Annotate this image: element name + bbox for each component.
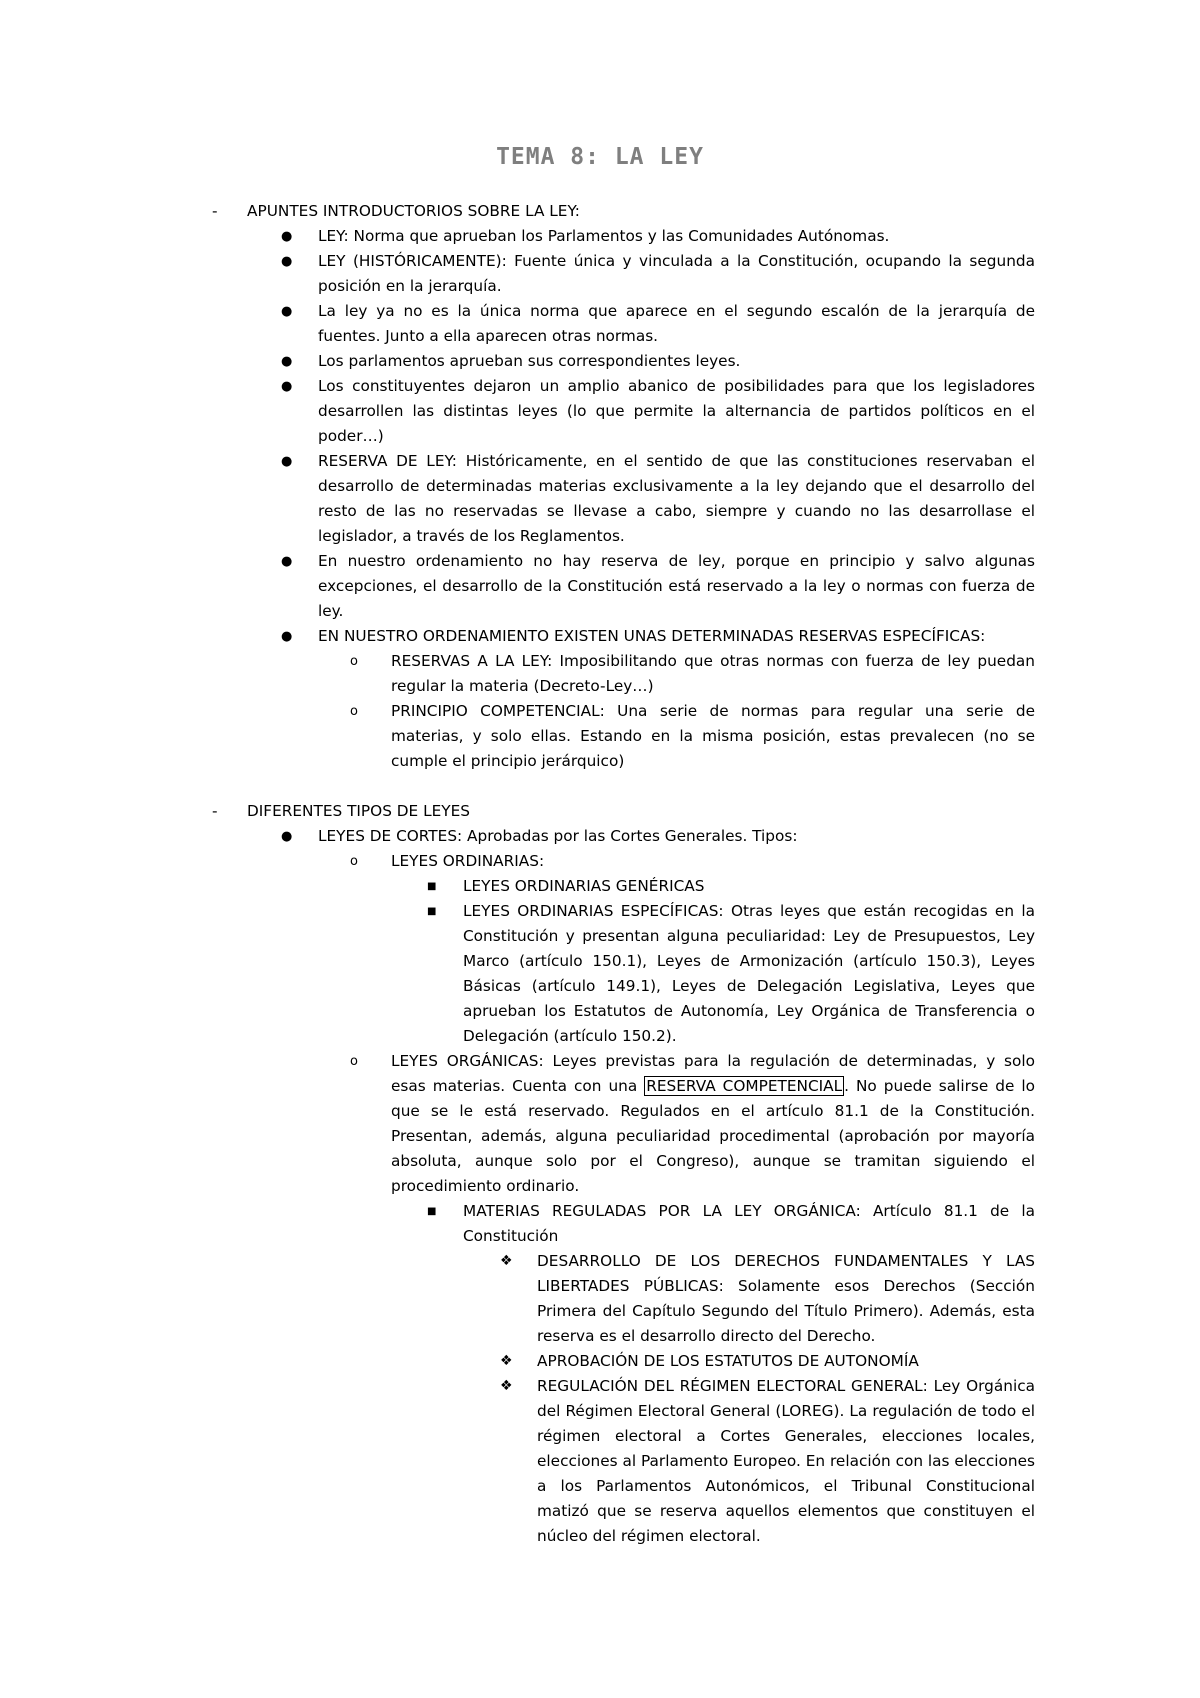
section-spacer	[0, 774, 1200, 799]
page-title: TEMA 8: LA LEY	[496, 144, 704, 170]
bullet-diamond-icon: ❖	[500, 1253, 513, 1269]
bullet-dot-icon: ●	[281, 379, 293, 394]
list-item-text: LEYES DE CORTES: Aprobadas por las Cortes Generales. Tipos:	[318, 827, 798, 845]
list-item	[281, 624, 1035, 649]
sub-sub-list-item	[427, 874, 1035, 899]
section-heading-introductorios	[212, 199, 1035, 224]
bullet-square-icon: ■	[427, 881, 437, 892]
bullet-circle-icon: o	[350, 704, 358, 719]
diamond-list-item	[500, 1249, 1035, 1349]
section-heading-text: APUNTES INTRODUCTORIOS SOBRE LA LEY:	[247, 202, 580, 220]
diamond-list-item	[500, 1374, 1035, 1549]
list-item-text: LEY: Norma que aprueban los Parlamentos y las Comunidades Autónomas.	[318, 227, 890, 245]
list-item-text: LEY (HISTÓRICAMENTE): Fuente única y vinculada a la Constitución, ocupando la segunda posición en la jerarquía.	[318, 252, 1035, 295]
bullet-diamond-icon: ❖	[500, 1353, 513, 1369]
text-segment: . No puede salirse de lo que se le está reservado. Regulados en el artículo 81.1 de la Constitución. Presentan, además, alguna peculiaridad procedimental (aprobación por mayoría absoluta, aunque solo por el Congreso), aunque se tramitan siguiendo el procedimiento ordinario.	[391, 1077, 1035, 1195]
bullet-dot-icon: ●	[281, 254, 293, 269]
dash-marker: -	[212, 802, 218, 820]
bullet-dot-icon: ●	[281, 829, 293, 844]
section-heading-tipos	[212, 799, 1035, 824]
bullet-dot-icon: ●	[281, 354, 293, 369]
list-item-text: LEYES ORDINARIAS ESPECÍFICAS: Otras leyes que están recogidas en la Constitución y presentan alguna peculiaridad: Ley de Presupuestos, Ley Marco (artículo 150.1), Leyes de Armonización (artículo 150.3), Leyes Básicas (artículo 149.1), Leyes de Delegación Legislativa, Leyes que aprueban los Estatutos de Autonomía, Ley Orgánica de Transferencia o Delegación (artículo 150.2).	[463, 902, 1035, 1045]
bullet-circle-icon: o	[350, 1054, 358, 1069]
list-item	[281, 349, 1035, 374]
sub-list-item	[350, 649, 1035, 699]
sub-list-item	[350, 699, 1035, 774]
bullet-circle-icon: o	[350, 854, 358, 869]
list-item-text: LEYES ORDINARIAS:	[391, 852, 545, 870]
list-item-text: En nuestro ordenamiento no hay reserva de ley, porque en principio y salvo algunas excepciones, el desarrollo de la Constitución está reservado a la ley o normas con fuerza de ley.	[318, 552, 1035, 620]
dash-marker: -	[212, 202, 218, 220]
list-item-text: APROBACIÓN DE LOS ESTATUTOS DE AUTONOMÍA	[537, 1352, 919, 1370]
diamond-list-item	[500, 1349, 1035, 1374]
list-item-text: Los constituyentes dejaron un amplio abanico de posibilidades para que los legisladores desarrollen las distintas leyes (lo que permite la alternancia de partidos políticos en el poder…)	[318, 377, 1035, 445]
list-item-text: REGULACIÓN DEL RÉGIMEN ELECTORAL GENERAL: Ley Orgánica del Régimen Electoral General (LOREG). La regulación de todo el régimen electoral a Cortes Generales, elecciones locales, elecciones al Parlamento Europeo. En relación con las elecciones a los Parlamentos Autonómicos, el Tribunal Constitucional matizó que se reserva aquellos elementos que constituyen el núcleo del régimen electoral.	[537, 1377, 1035, 1545]
list-item	[281, 299, 1035, 349]
list-item-text: EN NUESTRO ORDENAMIENTO EXISTEN UNAS DETERMINADAS RESERVAS ESPECÍFICAS:	[318, 627, 986, 645]
list-item-text: Los parlamentos aprueban sus correspondientes leyes.	[318, 352, 741, 370]
list-item	[281, 374, 1035, 449]
list-item-text: RESERVAS A LA LEY: Imposibilitando que otras normas con fuerza de ley puedan regular la materia (Decreto-Ley…)	[391, 652, 1035, 695]
bullet-square-icon: ■	[427, 906, 437, 917]
sub-list-item	[350, 849, 1035, 874]
document-body	[0, 199, 1200, 1549]
text-segment: LEYES ORGÁNICAS: Leyes previstas para la regulación de determinadas, y solo esas materias. Cuenta con una	[391, 1052, 1035, 1095]
bullet-circle-icon: o	[350, 654, 358, 669]
bullet-diamond-icon: ❖	[500, 1378, 513, 1394]
list-item-text: MATERIAS REGULADAS POR LA LEY ORGÁNICA: Artículo 81.1 de la Constitución	[463, 1202, 1035, 1245]
sub-sub-list-item	[427, 1199, 1035, 1249]
bullet-dot-icon: ●	[281, 304, 293, 319]
bullet-dot-icon: ●	[281, 629, 293, 644]
reserva-competencial-highlight: RESERVA COMPETENCIAL	[646, 1077, 843, 1095]
list-item	[281, 449, 1035, 549]
list-item	[281, 824, 1035, 849]
bullet-dot-icon: ●	[281, 554, 293, 569]
list-item-text: LEYES ORDINARIAS GENÉRICAS	[463, 877, 705, 895]
list-item-text: La ley ya no es la única norma que aparece en el segundo escalón de la jerarquía de fuentes. Junto a ella aparecen otras normas.	[318, 302, 1035, 345]
list-item	[281, 549, 1035, 624]
list-item-text: DESARROLLO DE LOS DERECHOS FUNDAMENTALES Y LAS LIBERTADES PÚBLICAS: Solamente esos Derechos (Sección Primera del Capítulo Segundo del Título Primero). Además, esta reserva es el desarrollo directo del Derecho.	[537, 1252, 1035, 1345]
bullet-dot-icon: ●	[281, 229, 293, 244]
list-item-text	[391, 1052, 1035, 1195]
list-item	[281, 249, 1035, 299]
list-item-text: RESERVA DE LEY: Históricamente, en el sentido de que las constituciones reservaban el desarrollo de determinadas materias exclusivamente a la ley dejando que el desarrollo del resto de las no reservadas se llevase a cabo, siempre y cuando no las desarrollase el legislador, a través de los Reglamentos.	[318, 452, 1035, 545]
sub-list-item	[350, 1049, 1035, 1199]
sub-sub-list-item	[427, 899, 1035, 1049]
section-heading-text: DIFERENTES TIPOS DE LEYES	[247, 802, 470, 820]
list-item-text: PRINCIPIO COMPETENCIAL: Una serie de normas para regular una serie de materias, y solo ellas. Estando en la misma posición, estas prevalecen (no se cumple el principio jerárquico)	[391, 702, 1035, 770]
bullet-dot-icon: ●	[281, 454, 293, 469]
list-item	[281, 224, 1035, 249]
bullet-square-icon: ■	[427, 1206, 437, 1217]
